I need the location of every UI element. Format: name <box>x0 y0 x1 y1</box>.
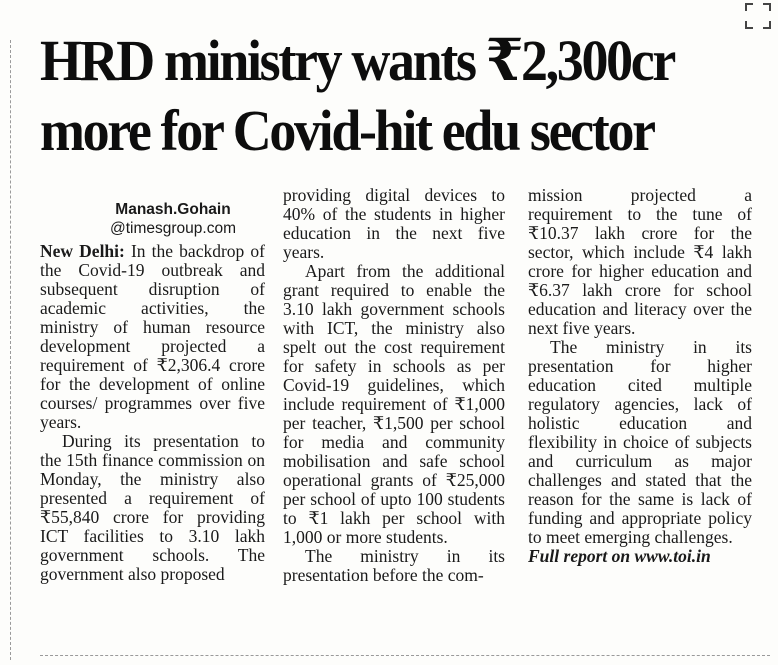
article-column-1 <box>40 200 265 584</box>
paragraph: Apart from the additional grant required to enable the 3.10 lakh government schools with ICT, the ministry also spelt out the cost requirement for safety in schools as per Covid-19 guidelines, which include requirement of ₹1,000 per teacher, ₹1,500 per school for media and community mobilisation and safe school operational grants of ₹25,000 per school of upto 100 students to ₹1 lakh per school with 1,000 or more students. <box>283 261 505 547</box>
byline-email: @timesgroup.com <box>110 220 236 237</box>
full-report-link[interactable]: Full report on www.toi.in <box>528 546 711 566</box>
headline-line-1: HRD ministry wants ₹2,300cr <box>40 28 674 93</box>
paragraph: The ministry in its presentation for higher education cited multiple regulatory agencies, lack of holistic education and flexibility in choice of subjects and curriculum as major challenges and stated that the reason for the same is lack of funding and appropriate policy to meet emerging challenges. <box>528 337 752 547</box>
paragraph-text: In the backdrop of the Covid-19 outbreak and subsequent disruption of academic activities, the ministry of human resource development projected a requirement of ₹2,306.4 crore for the development of online courses/ programmes over five years. <box>40 241 265 432</box>
paragraph <box>40 242 265 432</box>
paragraph: During its presentation to the 15th finance commission on Monday, the ministry also presented a requirement of ₹55,840 crore for providing ICT facilities to 3.10 lakh government schools. The government also proposed <box>40 431 265 584</box>
left-dashed-rule <box>10 40 11 660</box>
paragraph: mission projected a requirement to the tune of ₹10.37 lakh crore for the sector, which include ₹4 lakh crore for higher education and ₹6.37 lakh crore for school education and literacy over the next five years. <box>528 185 752 338</box>
paragraph: providing digital devices to 40% of the students in higher education in the next five years. <box>283 185 505 262</box>
bottom-dashed-rule <box>40 655 770 656</box>
headline-line-2: more for Covid-hit edu sector <box>40 98 654 163</box>
byline <box>78 200 268 238</box>
article-column-2 <box>283 186 505 585</box>
dateline: New Delhi: <box>40 241 125 261</box>
byline-author: Manash.Gohain <box>115 201 231 218</box>
headline <box>40 26 770 166</box>
article-column-3 <box>528 186 752 566</box>
paragraph: The ministry in its presentation before the com- <box>283 546 505 585</box>
